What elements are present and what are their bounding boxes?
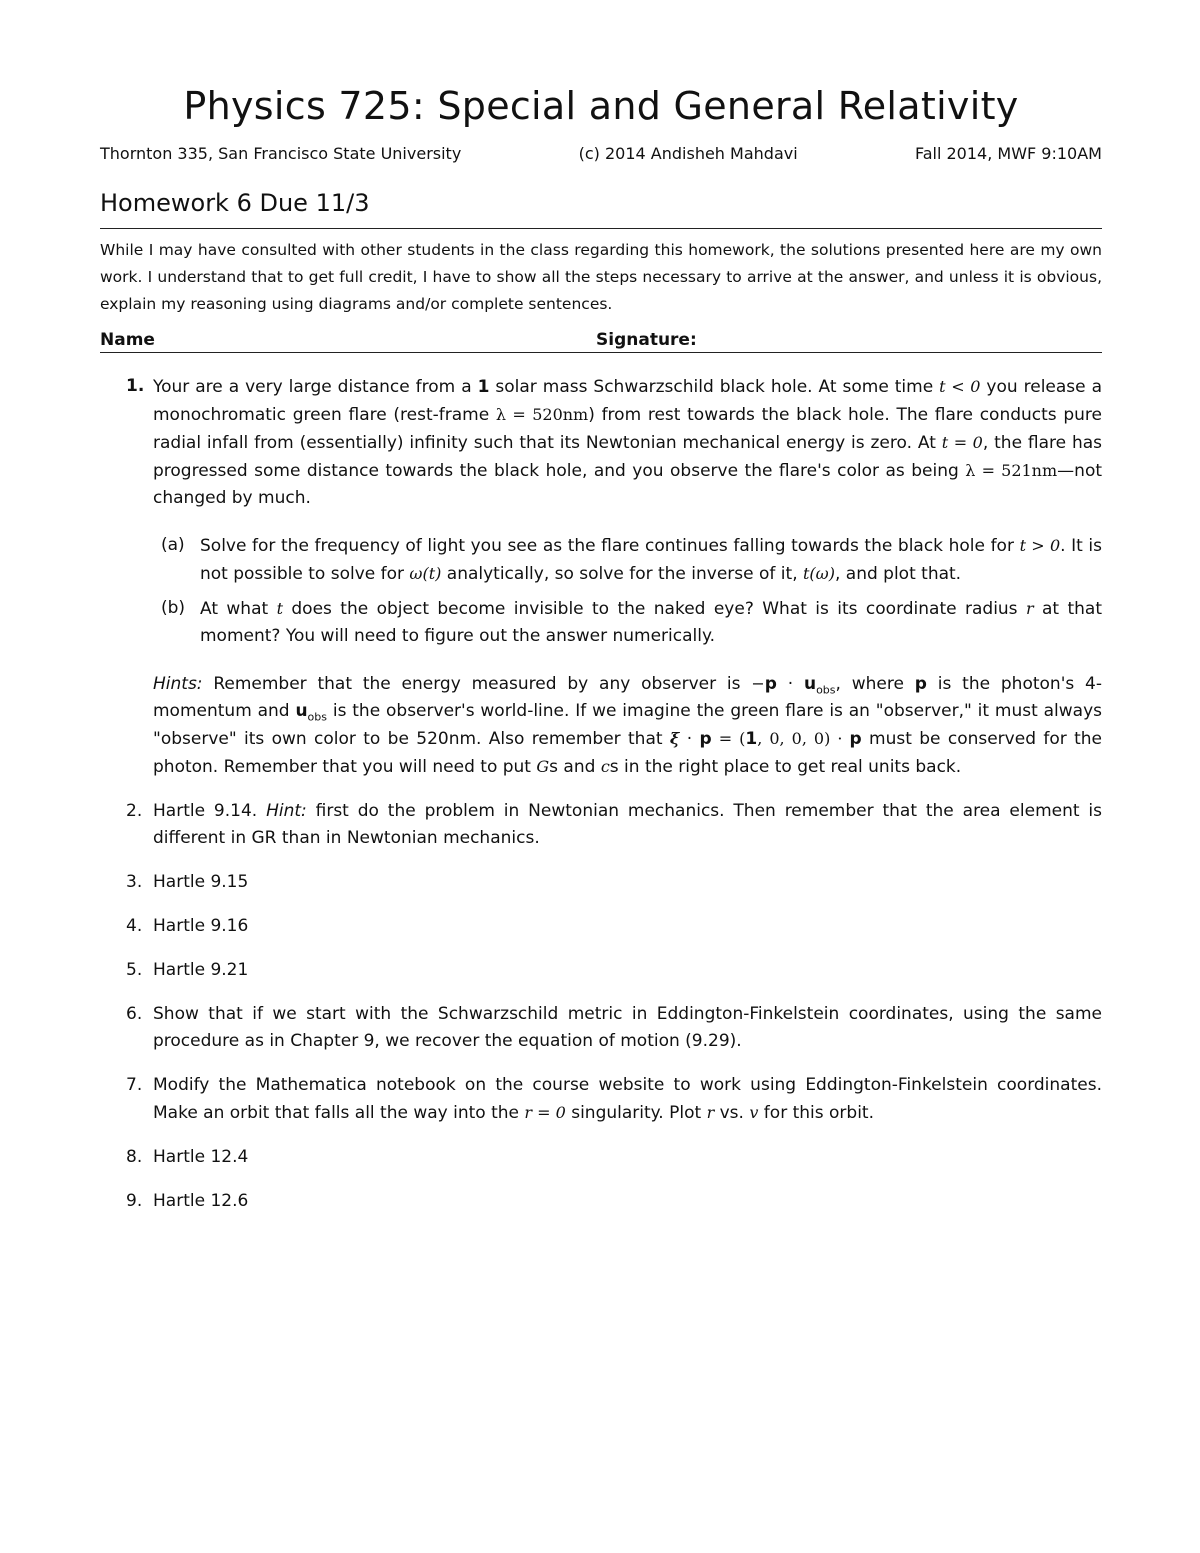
problem-list (100, 373, 1102, 1215)
problem-number: 3. (126, 872, 143, 892)
title-divider (100, 228, 1102, 229)
course-location: Thornton 335, San Francisco State University (100, 144, 462, 163)
problem-3: 3. Hartle 9.15 (100, 869, 1102, 896)
honor-statement: While I may have consulted with other students in the class regarding this homework, the solutions presented here are my own work. I understand that to get full credit, I have to show all the steps necessary to arrive at the answer, and unless it is obvious, explain my reasoning using diagrams and/or complete sentences. (100, 241, 1102, 313)
signature-label: Signature: (596, 330, 697, 350)
problem-number: 5. (126, 960, 143, 980)
problem-number: 9. (126, 1191, 143, 1211)
problem-number: 1. (126, 376, 145, 396)
problem-5: 5. Hartle 9.21 (100, 957, 1102, 984)
course-info-row (100, 143, 1102, 165)
problem-4: 4. Hartle 9.16 (100, 913, 1102, 940)
problem-7: 7. Modify the Mathematica notebook on the course website to work using Eddington-Finkelstein coordinates. Make an orbit that falls all the way into the r = 0 singularity. Plot r vs. v for this orbit. (100, 1072, 1102, 1127)
problem-8: 8. Hartle 12.4 (100, 1144, 1102, 1171)
problem-9: 9. Hartle 12.6 (100, 1188, 1102, 1215)
problem-1: 1. Your are a very large distance from a 1 solar mass Schwarzschild black hole. At some time t < 0 you release a monochromatic green flare (rest-frame λ = 520nm) from rest towards the black hole. The flare conducts pure radial infall from (essentially) infinity such that its Newtonian mechanical energy is zero. At t = 0, the flare has progressed some distance towards the black hole, and you observe the flare's color as being λ = 521nm—not changed by much. (a) Solve for the frequency of light you see as the flare continues falling towards the black hole for t > 0. It is not possible to solve for ω(t) analytically, so solve for the inverse of it, t(ω), and plot that. (b) At what t does the object become invisible to the naked eye? What is its coordinate radius r at that moment? You will need to figure out the answer numerically. Hints: Remember that the energy measured by any observer is $-p \cdot u_{obs}$, where p is the photon's 4-momentum and $u_{obs}$ is the observer's world-line. If we imagine the green flare is an "observer," it must always "observe" its own color to be 520nm. Also remember that ξ · p = (1, 0, 0, 0) · p must be conserved for the photon. Remember that you will need to put Gs and cs in the right place to get real units back. (100, 373, 1102, 781)
problem-number: 6. (126, 1004, 143, 1024)
course-title: Physics 725: Special and General Relativity (183, 84, 1019, 128)
homework-page (100, 80, 1102, 1215)
subpart-label: (a) (161, 535, 185, 555)
problem-1-hints: Hints: Remember that the energy measured by any observer is $-p \cdot u_{obs}$, where p is the photon's 4-momentum and $u_{obs}$ is the observer's world-line. If we imagine the green flare is an "observer," it must always "observe" its own color to be 520nm. Also remember that ξ · p = (1, 0, 0, 0) · p must be conserved for the photon. Remember that you will need to put Gs and cs in the right place to get real units back. (153, 674, 1102, 777)
subpart-label: (b) (161, 598, 186, 618)
problem-1b: (b) At what t does the object become invisible to the naked eye? What is its coordinate radius r at that moment? You will need to figure out the answer numerically. (153, 595, 1102, 650)
problem-number: 2. (126, 801, 143, 821)
problem-number: 7. (126, 1075, 143, 1095)
name-label: Name (100, 330, 155, 350)
course-term: Fall 2014, MWF 9:10AM (914, 144, 1102, 163)
signature-line (100, 328, 1102, 353)
problem-number: 8. (126, 1147, 143, 1167)
problem-number: 4. (126, 916, 143, 936)
copyright-notice: (c) 2014 Andisheh Mahdavi (578, 144, 798, 163)
problem-2: 2. Hartle 9.14. Hint: first do the problem in Newtonian mechanics. Then remember that the area element is different in GR than in Newtonian mechanics. (100, 798, 1102, 852)
problem-1a: (a) Solve for the frequency of light you see as the flare continues falling towards the black hole for t > 0. It is not possible to solve for ω(t) analytically, so solve for the inverse of it, t(ω), and plot that. (153, 532, 1102, 588)
homework-title: Homework 6 Due 11/3 (100, 189, 370, 217)
problem-6: 6. Show that if we start with the Schwarzschild metric in Eddington-Finkelstein coordinates, using the same procedure as in Chapter 9, we recover the equation of motion (9.29). (100, 1001, 1102, 1055)
